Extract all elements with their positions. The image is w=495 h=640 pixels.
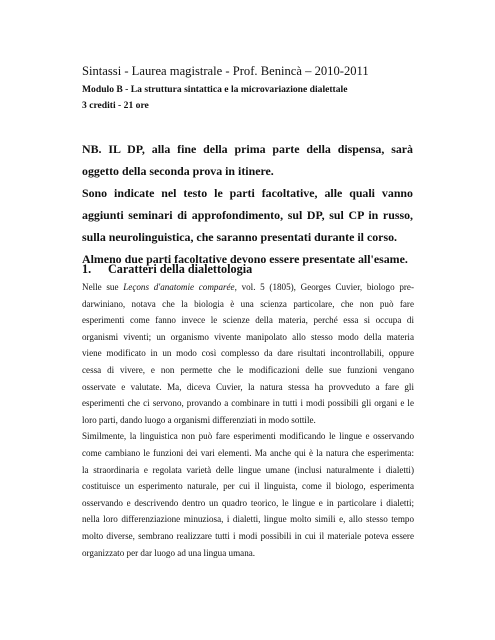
notice-block [82,138,413,270]
course-title: Sintassi - Laurea magistrale - Prof. Benincà – 2010-2011 [82,64,369,78]
paragraph-2-line: osservando e descrivendo dentro un quadro teorico, le lingue e in particolare i dialetti; [82,497,414,508]
paragraph-1-line: viene modificato in un modo così complesso da dare risultati incontrollabili, oppure [82,348,414,359]
section-heading [82,262,252,277]
paragraph-1-line: cessa di vivere, e non permette che le modificazioni delle sue funzioni vengano [82,364,414,375]
module-title: Modulo B - La struttura sintattica e la microvariazione dialettale [82,84,348,95]
paragraph-2-line: costituisce un esperimento naturale, per cui il linguista, come il biologo, esperimenta [82,481,414,492]
notice-paragraph-2: Sono indicate nel testo le parti facoltative, alle quali vanno aggiunti seminari di approfondimento, sul DP, sul CP in russo, sulla neurolinguistica, che saranno presentati durante il corso. [82,186,413,244]
paragraph-2-line: la straordinaria e regolata varietà delle lingue umane (inclusi naturalmente i dialetti) [82,464,414,475]
paragraph-2-line: come cambiano le funzioni dei vari elementi. Ma anche qui è la natura che esperimenta: [82,447,414,458]
paragraph-2-line: molto diverse, sembrano realizzare tutti i modi possibili in cui il materiale poteva essere [82,530,414,541]
text-span: , vol. 5 (1805), Georges Cuvier, biologo pre- [234,282,414,292]
body-text [82,279,414,561]
course-credits: 3 crediti - 21 ore [82,100,149,111]
paragraph-2 [82,428,414,561]
paragraph-1-line: darwiniano, notava che la biologia è una scienza particolare, che non può fare [82,298,414,309]
book-title: Leçons d'anatomie comparée [123,282,235,292]
paragraph-2-line: organizzato per dar luogo ad una lingua umana. [82,547,256,558]
paragraph-1 [82,279,414,428]
paragraph-1-line: osservate e valutate. Ma, diceva Cuvier, la natura stessa ha provveduto a fare gli [82,381,414,392]
section-number: 1. [82,262,92,276]
text-span: Nelle sue [82,282,124,292]
paragraph-1-line [82,279,414,296]
paragraph-1-line: esperimenti come fanno invece le scienze della materia, perché essa si occupa di [82,315,414,326]
paragraph-1-line: loro parti, dando luogo a organismi differenziati in modo sottile. [82,414,316,425]
notice-paragraph-3: Almeno due parti facoltative devono essere presentate all'esame. [82,252,408,266]
paragraph-1-line: esperimenti che ci servono, provando a combinare in tutti i modi possibili gli organi e le [82,398,414,409]
paragraph-1-line: organismi viventi; un organismo vivente manipolato allo stesso modo della materia [82,331,414,342]
notice-paragraph-1: NB. IL DP, alla fine della prima parte della dispensa, sarà oggetto della seconda prova in itinere. [82,142,413,178]
paragraph-2-line: nella loro differenziazione minuziosa, i dialetti, lingue molto simili e, allo stesso tempo [82,514,414,525]
section-title: Caratteri della dialettologia [108,262,253,276]
paragraph-2-line: Similmente, la linguistica non può fare esperimenti modificando le lingue e osservando [82,431,414,442]
